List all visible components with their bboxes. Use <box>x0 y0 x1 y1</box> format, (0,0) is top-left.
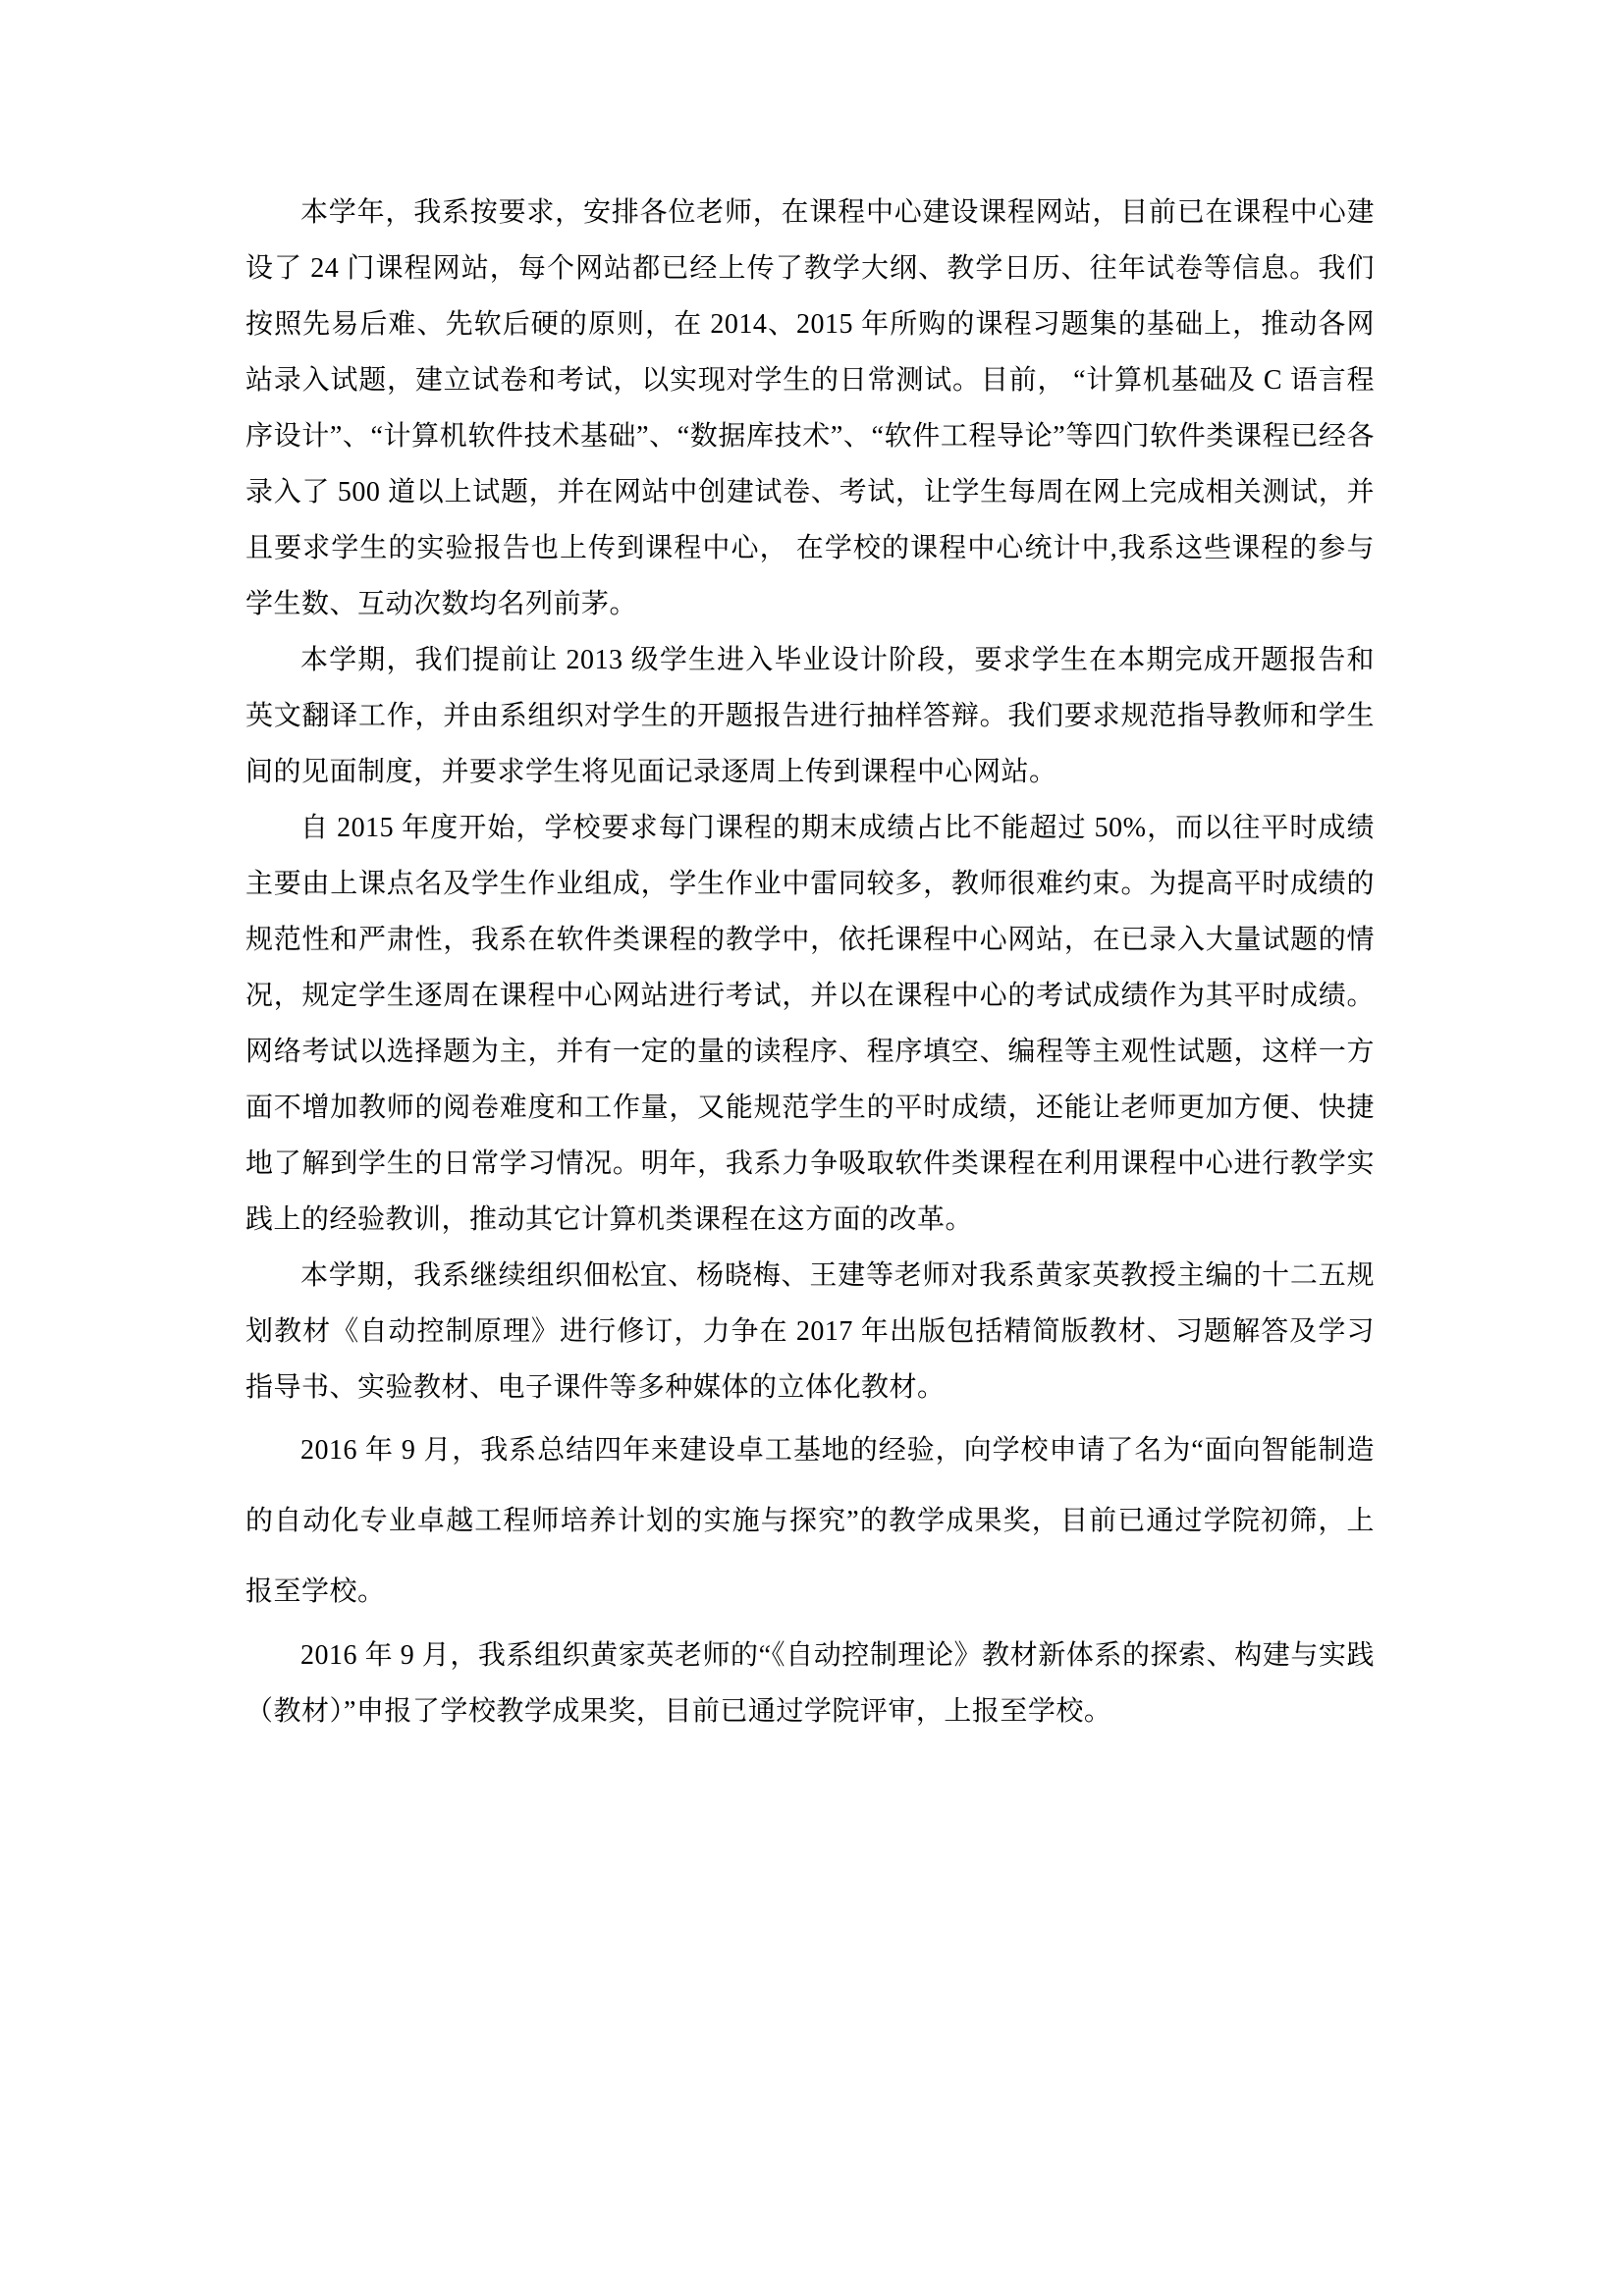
paragraph-teaching-award-application-2: 2016 年 9 月，我系组织黄家英老师的“《自动控制理论》教材新体系的探索、构建与实践（教材）”申报了学校教学成果奖，目前已通过学院评审，上报至学校。 <box>245 1640 1375 1727</box>
paragraph-graduation-design: 本学期，我们提前让 2013 级学生进入毕业设计阶段，要求学生在本期完成开题报告和英文翻译工作，并由系组织对学生的开题报告进行抽样答辩。我们要求规范指导教师和学生间的见面制度，并要求学生将见面记录逐周上传到课程中心网站。 <box>245 645 1375 787</box>
paragraph-course-center-websites: 本学年，我系按要求，安排各位老师，在课程中心建设课程网站，目前已在课程中心建设了 24 门课程网站，每个网站都已经上传了教学大纲、教学日历、往年试卷等信息。我们按照先易后难、先软后硬的原则，在 2014、2015 年所购的课程习题集的基础上，推动各网站录入试题，建立试卷和考试，以实现对学生的日常测试。目前， “计算机基础及 C 语言程序设计”、“计算机软件技术基础”、“数据库技术”、“软件工程导论”等四门软件类课程已经各录入了 500 道以上试题，并在网站中创建试卷、考试，让学生每周在网上完成相关测试，并且要求学生的实验报告也上传到课程中心， 在学校的课程中心统计中,我系这些课程的参与学生数、互动次数均名列前茅。 <box>245 197 1375 619</box>
paragraph-textbook-revision: 本学期，我系继续组织佃松宜、杨晓梅、王建等老师对我系黄家英教授主编的十二五规划教材《自动控制原理》进行修订，力争在 2017 年出版包括精简版教材、习题解答及学习指导书、实验教材、电子课件等多种媒体的立体化教材。 <box>245 1260 1375 1403</box>
paragraph-regular-grades-reform: 自 2015 年度开始，学校要求每门课程的期末成绩占比不能超过 50%，而以往平时成绩主要由上课点名及学生作业组成，学生作业中雷同较多，教师很难约束。为提高平时成绩的规范性和严肃性，我系在软件类课程的教学中，依托课程中心网站，在已录入大量试题的情况，规定学生逐周在课程中心网站进行考试，并以在课程中心的考试成绩作为其平时成绩。网络考试以选择题为主，并有一定的量的读程序、程序填空、编程等主观性试题，这样一方面不增加教师的阅卷难度和工作量，又能规范学生的平时成绩，还能让老师更加方便、快捷地了解到学生的日常学习情况。明年，我系力争吸取软件类课程在利用课程中心进行教学实践上的经验教训，推动其它计算机类课程在这方面的改革。 <box>245 813 1375 1235</box>
paragraph-teaching-award-application-1: 2016 年 9 月，我系总结四年来建设卓工基地的经验，向学校申请了名为“面向智能制造的自动化专业卓越工程师培养计划的实施与探究”的教学成果奖，目前已通过学院初筛，上报至学校。 <box>245 1435 1375 1607</box>
